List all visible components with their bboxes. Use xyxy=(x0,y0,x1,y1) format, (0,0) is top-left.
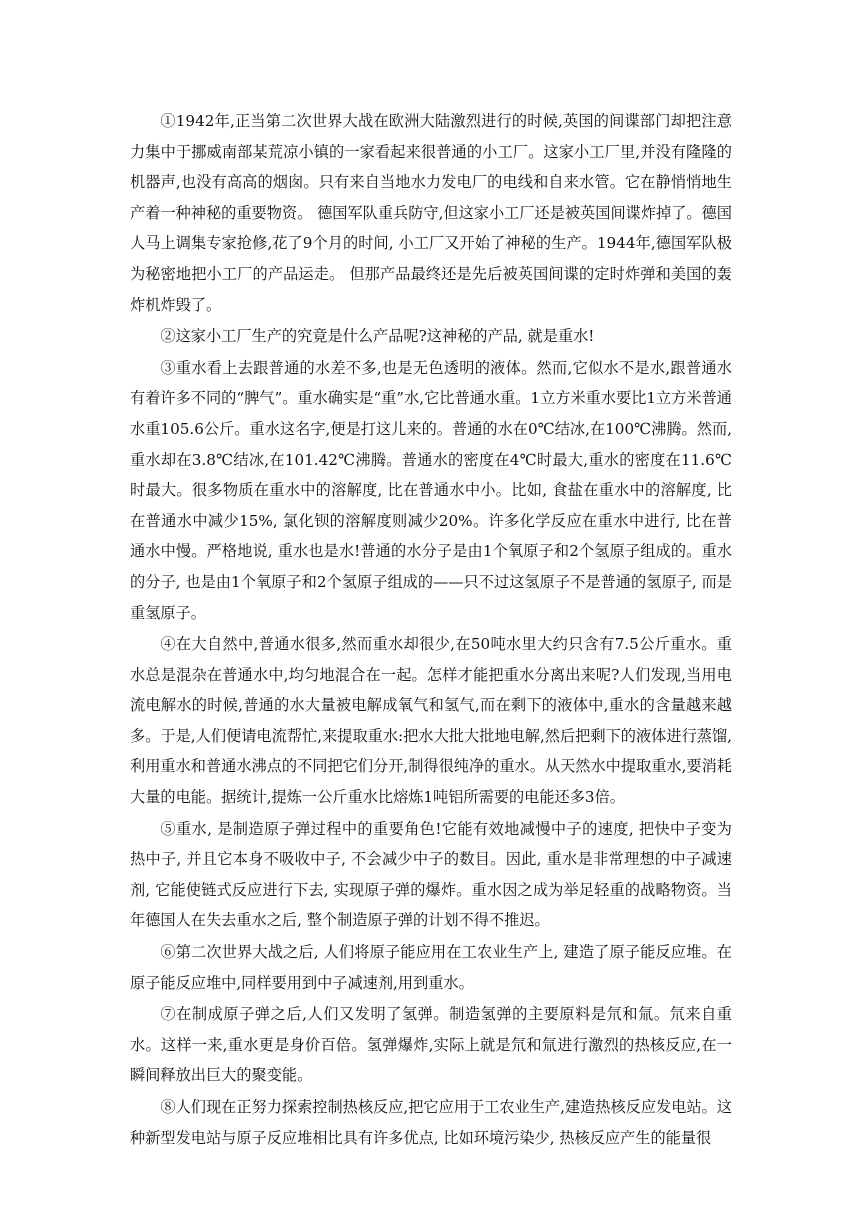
paragraph-6: ⑥第二次世界大战之后, 人们将原子能应用在工农业生产上, 建造了原子能反应堆。在原子能反应堆中,同样要用到中子减速剂,用到重水。 xyxy=(130,943,732,992)
paragraph-3: ③重水看上去跟普通的水差不多,也是无色透明的液体。然而,它似水不是水,跟普通水有着许多不同的“脾气”。重水确实是“重”水,它比普通水重。1立方米重水要比1立方米普通水重105.6公斤。重水这名字,便是打这儿来的。普通的水在0℃结冰,在100℃沸腾。然而,重水却在3.8℃结冰,在101.42℃沸腾。普通水的密度在4℃时最大,重水的密度在11.6℃时最大。很多物质在重水中的溶解度, 比在普通水中小。比如, 食盐在重水中的溶解度, 比在普通水中减少15%, 氯化钡的溶解度则减少20%。许多化学反应在重水中进行, 比在普通水中慢。严格地说, 重水也是水!普通的水分子是由1个氧原子和2个氢原子组成的。重水的分子, 也是由1个氧原子和2个氢原子组成的——只不过这氢原子不是普通的氢原子, 而是重氢原子。 xyxy=(130,358,732,622)
paragraph-8: ⑧人们现在正努力探索控制热核反应,把它应用于工农业生产,建造热核反应发电站。这种新型发电站与原子反应堆相比具有许多优点, 比如环境污染少, 热核反应产生的能量很 xyxy=(130,1098,732,1147)
paragraph-2: ②这家小工厂生产的究竟是什么产品呢?这神秘的产品, 就是重水! xyxy=(160,327,595,346)
paragraph-5: ⑤重水, 是制造原子弹过程中的重要角色!它能有效地减慢中子的速度, 把快中子变为热中子, 并且它本身不吸收中子, 不会减少中子的数目。因此, 重水是非常理想的中子减速剂, 它能使链式反应进行下去, 实现原子弹的爆炸。重水因之成为举足轻重的战略物资。当年德国人在失去重水之后, 整个制造原子弹的计划不得不推迟。 xyxy=(130,819,732,930)
paragraph-4: ④在大自然中,普通水很多,然而重水却很少,在50吨水里大约只含有7.5公斤重水。重水总是混杂在普通水中,均匀地混合在一起。怎样才能把重水分离出来呢?人们发现,当用电流电解水的时候,普通的水大量被电解成氧气和氢气,而在剩下的液体中,重水的含量越来越多。于是,人们便请电流帮忙,来提取重水:把水大批大批地电解,然后把剩下的液体进行蒸馏,利用重水和普通水沸点的不同把它们分开,制得很纯净的重水。从天然水中提取重水,要消耗大量的电能。据统计,提炼一公斤重水比熔炼1吨铝所需要的电能还多3倍。 xyxy=(130,635,732,807)
article-body xyxy=(130,106,732,1153)
paragraph-1: ①1942年,正当第二次世界大战在欧洲大陆激烈进行的时候,英国的间谍部门却把注意力集中于挪威南部某荒凉小镇的一家看起来很普通的小工厂。这家小工厂里,并没有隆隆的机器声,也没有高高的烟囱。只有来自当地水力发电厂的电线和自来水管。它在静悄悄地生产着一种神秘的重要物资。 德国军队重兵防守,但这家小工厂还是被英国间谍炸掉了。德国人马上调集专家抢修,花了9个月的时间, 小工厂又开始了神秘的生产。1944年,德国军队极为秘密地把小工厂的产品运走。 但那产品最终还是先后被英国间谍的定时炸弹和美国的轰炸机炸毁了。 xyxy=(130,112,732,314)
paragraph-7: ⑦在制成原子弹之后,人们又发明了氢弹。制造氢弹的主要原料是氘和氚。氘来自重水。这样一来,重水更是身价百倍。氢弹爆炸,实际上就是氘和氚进行激烈的热核反应,在一瞬间释放出巨大的聚变能。 xyxy=(130,1005,732,1085)
